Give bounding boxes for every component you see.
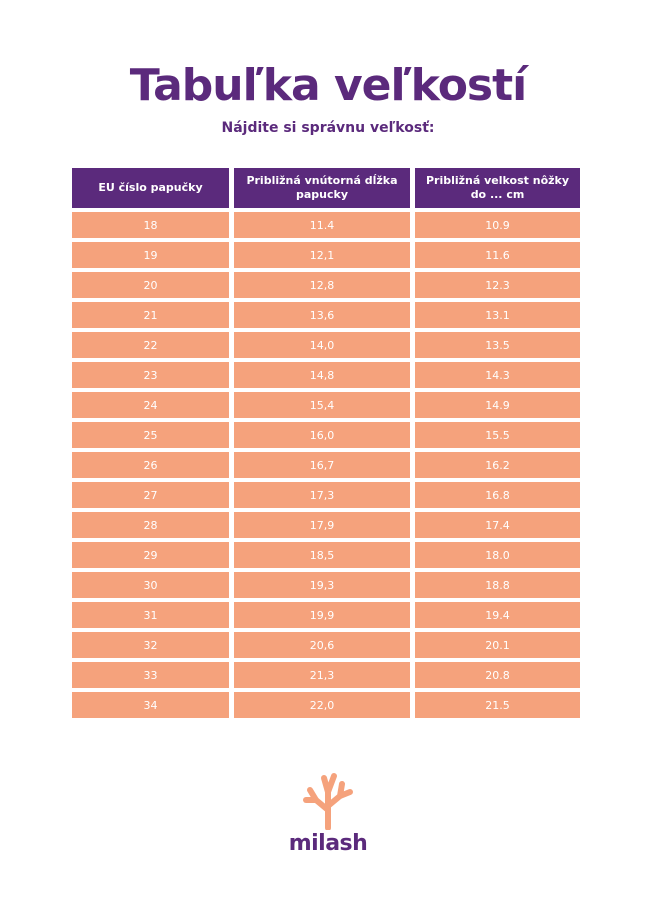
cell-eu-size: 24 [72, 392, 229, 418]
cell-inner-length: 14,0 [234, 332, 410, 358]
cell-eu-size: 33 [72, 662, 229, 688]
cell-eu-size: 30 [72, 572, 229, 598]
table-row [72, 242, 583, 268]
table-row [72, 602, 583, 628]
cell-inner-length: 14,8 [234, 362, 410, 388]
cell-foot-size: 17.4 [415, 512, 580, 538]
cell-eu-size: 18 [72, 212, 229, 238]
table-row [72, 662, 583, 688]
cell-eu-size: 25 [72, 422, 229, 448]
cell-foot-size: 16.8 [415, 482, 580, 508]
table-header-row [72, 168, 583, 208]
header-inner-length: Približná vnútorná dĺžka papucky [234, 168, 410, 208]
cell-eu-size: 26 [72, 452, 229, 478]
cell-eu-size: 29 [72, 542, 229, 568]
cell-foot-size: 21.5 [415, 692, 580, 718]
page-subtitle: Nájdite si správnu veľkosť: [221, 120, 435, 136]
cell-foot-size: 12.3 [415, 272, 580, 298]
cell-eu-size: 19 [72, 242, 229, 268]
table-row [72, 632, 583, 658]
cell-inner-length: 15,4 [234, 392, 410, 418]
table-row [72, 572, 583, 598]
cell-foot-size: 14.3 [415, 362, 580, 388]
cell-inner-length: 12,1 [234, 242, 410, 268]
cell-inner-length: 16,7 [234, 452, 410, 478]
page-title: Tabuľka veľkostí [129, 60, 527, 111]
cell-eu-size: 23 [72, 362, 229, 388]
brand-logo [0, 770, 656, 856]
table-row [72, 692, 583, 718]
table-row [72, 212, 583, 238]
header-eu-size: EU číslo papučky [72, 168, 229, 208]
cell-inner-length: 12,8 [234, 272, 410, 298]
cell-foot-size: 11.6 [415, 242, 580, 268]
cell-foot-size: 16.2 [415, 452, 580, 478]
cell-eu-size: 31 [72, 602, 229, 628]
coral-branch-icon [298, 770, 358, 830]
cell-foot-size: 18.8 [415, 572, 580, 598]
cell-eu-size: 34 [72, 692, 229, 718]
cell-eu-size: 20 [72, 272, 229, 298]
cell-foot-size: 15.5 [415, 422, 580, 448]
table-row [72, 512, 583, 538]
cell-foot-size: 20.8 [415, 662, 580, 688]
table-row [72, 542, 583, 568]
cell-inner-length: 17,3 [234, 482, 410, 508]
table-row [72, 302, 583, 328]
cell-inner-length: 18,5 [234, 542, 410, 568]
table-row [72, 362, 583, 388]
table-row [72, 452, 583, 478]
cell-foot-size: 13.5 [415, 332, 580, 358]
cell-foot-size: 13.1 [415, 302, 580, 328]
cell-inner-length: 19,9 [234, 602, 410, 628]
cell-inner-length: 22,0 [234, 692, 410, 718]
cell-eu-size: 28 [72, 512, 229, 538]
cell-eu-size: 27 [72, 482, 229, 508]
table-row [72, 482, 583, 508]
table-body [72, 212, 583, 718]
table-row [72, 332, 583, 358]
size-table [72, 168, 583, 722]
cell-inner-length: 13,6 [234, 302, 410, 328]
cell-eu-size: 21 [72, 302, 229, 328]
cell-inner-length: 19,3 [234, 572, 410, 598]
header-foot-size: Približná velkost nôžky do ... cm [415, 168, 580, 208]
table-row [72, 392, 583, 418]
cell-eu-size: 32 [72, 632, 229, 658]
cell-foot-size: 19.4 [415, 602, 580, 628]
cell-inner-length: 20,6 [234, 632, 410, 658]
table-row [72, 422, 583, 448]
cell-inner-length: 17,9 [234, 512, 410, 538]
cell-inner-length: 21,3 [234, 662, 410, 688]
cell-foot-size: 10.9 [415, 212, 580, 238]
brand-name: milash [288, 831, 368, 856]
cell-inner-length: 11.4 [234, 212, 410, 238]
cell-foot-size: 14.9 [415, 392, 580, 418]
cell-inner-length: 16,0 [234, 422, 410, 448]
cell-foot-size: 20.1 [415, 632, 580, 658]
cell-eu-size: 22 [72, 332, 229, 358]
cell-foot-size: 18.0 [415, 542, 580, 568]
table-row [72, 272, 583, 298]
